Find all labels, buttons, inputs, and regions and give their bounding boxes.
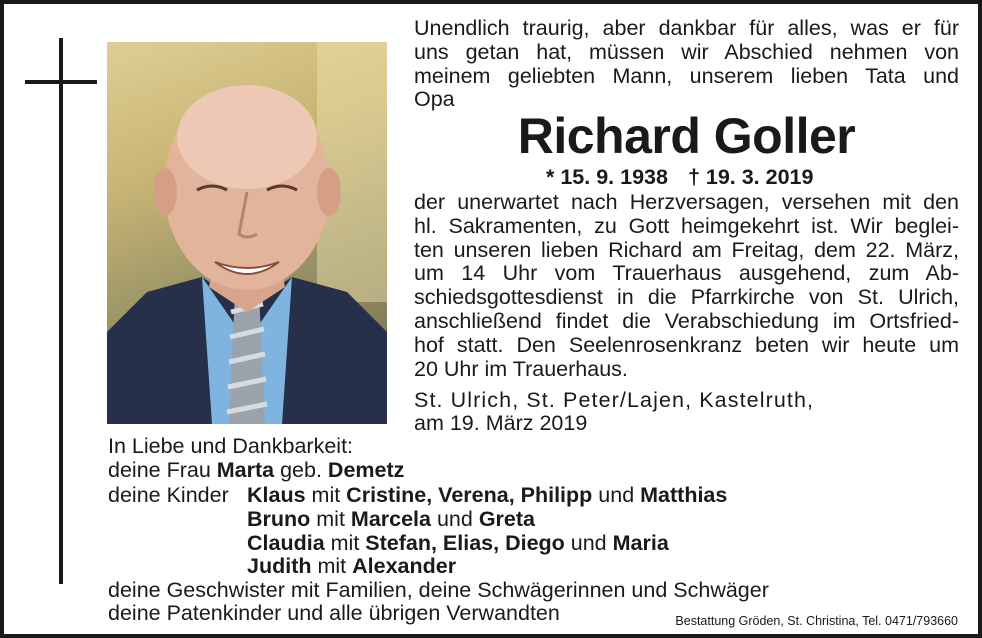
body-line: um 14 Uhr vom Trauerhaus ausgehend, zum Ab- [414, 261, 959, 286]
portrait-photo [107, 42, 387, 424]
wife-mid: geb. [274, 458, 328, 482]
child-name: Matthias [640, 483, 728, 507]
child-entry [247, 554, 456, 578]
child-name: Alexander [352, 554, 457, 579]
child-entry [247, 507, 535, 531]
child-connector: und [431, 506, 479, 531]
deceased-name: Richard Goller [517, 108, 856, 164]
cross-icon [59, 38, 63, 584]
child-name: Cristine, Verena, Philipp [346, 483, 593, 507]
child-name: Judith [247, 554, 312, 579]
family-godchildren: deine Patenkinder und alle übrigen Verwandten [108, 601, 560, 625]
child-connector: mit [324, 530, 366, 555]
life-dates [546, 165, 813, 189]
body-line: der unerwartet nach Herzversagen, versehen mit den [414, 190, 959, 214]
body-line: hof statt. Den Seelenrosenkranz beten wir heute um [414, 332, 959, 357]
cross-bar [25, 80, 97, 84]
family-wife [108, 458, 404, 482]
date-line: am 19. März 2019 [414, 411, 588, 435]
family-heading: In Liebe und Dankbarkeit: [108, 434, 354, 458]
death-date: † 19. 3. 2019 [687, 165, 814, 189]
family-siblings: deine Geschwister mit Familien, deine Schwägerinnen und Schwäger [108, 578, 769, 602]
child-name: Bruno [247, 506, 311, 531]
child-name: Klaus [247, 483, 306, 507]
child-name: Greta [478, 506, 535, 531]
child-connector: und [564, 530, 613, 555]
wife-name: Marta [216, 458, 275, 482]
intro-line: Unendlich traurig, aber dankbar für alles, was er für [414, 16, 959, 40]
body-line: anschließend findet die Verabschiedung im Ortsfried- [414, 309, 959, 333]
body-line: hl. Sakramenten, zu Gott heimgekehrt ist. Wir beglei- [414, 213, 959, 238]
wife-maiden-name: Demetz [327, 458, 405, 482]
child-connector: mit [310, 506, 351, 531]
child-name: Claudia [247, 530, 325, 555]
child-entry [247, 531, 669, 555]
child-entry [247, 483, 727, 507]
place-line: St. Ulrich, St. Peter/Lajen, Kastelruth, [414, 388, 815, 412]
child-name: Maria [612, 530, 669, 555]
wife-prefix: deine Frau [108, 458, 217, 482]
child-connector: mit [305, 483, 347, 507]
body-line: ten unseren lieben Richard am Freitag, dem 22. März, [414, 237, 959, 262]
funeral-home-footer: Bestattung Gröden, St. Christina, Tel. 0471/793660 [675, 614, 958, 628]
intro-line: uns getan hat, müssen wir Abschied nehmen von [414, 39, 959, 64]
intro-line: Opa [414, 87, 455, 112]
child-connector: mit [311, 554, 353, 579]
body-line: 20 Uhr im Trauerhaus. [414, 356, 628, 381]
child-connector: und [592, 483, 641, 507]
children-prefix: deine Kinder [108, 483, 229, 507]
intro-line: meinem geliebten Mann, unserem lieben Tata und [414, 63, 959, 88]
body-line: schiedsgottesdienst in die Pfarrkirche von St. Ulrich, [414, 285, 959, 310]
child-name: Marcela [350, 506, 431, 531]
birth-date: * 15. 9. 1938 [546, 165, 668, 189]
child-name: Stefan, Elias, Diego [365, 530, 565, 555]
